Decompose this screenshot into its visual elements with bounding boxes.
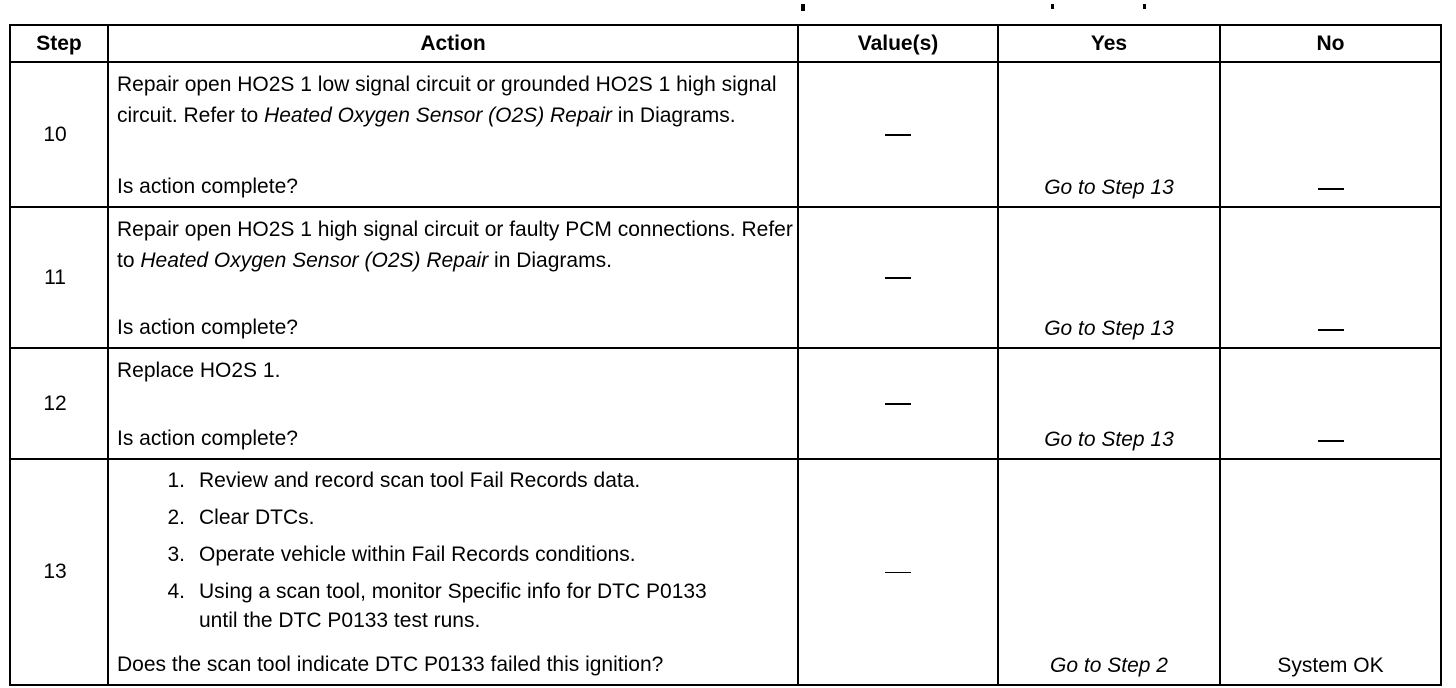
value-cell: [798, 207, 998, 348]
header-step: Step: [10, 25, 108, 62]
step-number: 11: [10, 207, 108, 348]
action-cell: [108, 348, 798, 459]
action-text: Repair open HO2S 1 high signal circuit or faulty PCM connections. Refer to Heated Oxygen Sensor (O2S) Repair in Diagrams.: [117, 218, 793, 272]
value-dash: [885, 572, 911, 573]
substep-item: 2. Clear DTCs.: [167, 506, 315, 529]
action-question: Is action complete?: [117, 427, 298, 450]
value-dash: [885, 277, 911, 279]
action-question: Does the scan tool indicate DTC P0133 failed this ignition?: [117, 653, 664, 676]
substep-item: 3. Operate vehicle within Fail Records conditions.: [167, 543, 636, 566]
step-number: 10: [10, 62, 108, 207]
no-dash: [1318, 440, 1344, 442]
top-mark-tick: [1143, 4, 1146, 9]
value-cell: [798, 348, 998, 459]
yes-cell: [998, 62, 1220, 207]
yes-goto: Go to Step 13: [1044, 428, 1174, 451]
reference-link-text: Heated Oxygen Sensor (O2S) Repair: [264, 104, 612, 127]
yes-goto: Go to Step 2: [1050, 654, 1168, 677]
yes-goto: Go to Step 13: [1044, 176, 1174, 199]
header-action: Action: [108, 25, 798, 62]
action-text: Repair open HO2S 1 low signal circuit or grounded HO2S 1 high signal circuit. Refer to Heated Oxygen Sensor (O2S) Repair in Diagrams.: [117, 73, 777, 127]
substep-list: [117, 466, 793, 643]
table-row: [10, 62, 1441, 207]
table-row: [10, 348, 1441, 459]
action-question: Is action complete?: [117, 316, 298, 339]
top-mark-tick: [1051, 4, 1054, 9]
no-cell: [1220, 62, 1441, 207]
value-dash: [885, 134, 911, 136]
substep-item: 1. Review and record scan tool Fail Records data.: [167, 469, 641, 492]
no-cell: [1220, 207, 1441, 348]
reference-link-text: Heated Oxygen Sensor (O2S) Repair: [140, 249, 489, 272]
action-cell: [108, 207, 798, 348]
action-cell: [108, 459, 798, 685]
table-row: [10, 459, 1441, 685]
no-result: System OK: [1277, 654, 1384, 677]
value-cell: [798, 459, 998, 685]
no-dash: [1318, 188, 1344, 190]
no-cell: [1220, 459, 1441, 685]
header-no: No: [1220, 25, 1441, 62]
yes-goto: Go to Step 13: [1044, 317, 1174, 340]
yes-cell: [998, 348, 1220, 459]
table-header-row: [10, 25, 1441, 62]
action-text: Replace HO2S 1.: [117, 359, 281, 382]
yes-cell: [998, 459, 1220, 685]
value-dash: [885, 403, 911, 405]
header-values: Value(s): [798, 25, 998, 62]
substep-item: 4. Using a scan tool, monitor Specific info for DTC P0133 until the DTC P0133 test runs.: [167, 580, 707, 632]
step-number: 12: [10, 348, 108, 459]
table-row: [10, 207, 1441, 348]
page-top-marks: [0, 0, 1456, 20]
yes-cell: [998, 207, 1220, 348]
diagnostic-table: [9, 24, 1442, 686]
action-cell: [108, 62, 798, 207]
action-question: Is action complete?: [117, 175, 298, 198]
header-yes: Yes: [998, 25, 1220, 62]
value-cell: [798, 62, 998, 207]
no-dash: [1318, 329, 1344, 331]
step-number: 13: [10, 459, 108, 685]
top-mark-dot: [801, 4, 805, 11]
no-cell: [1220, 348, 1441, 459]
